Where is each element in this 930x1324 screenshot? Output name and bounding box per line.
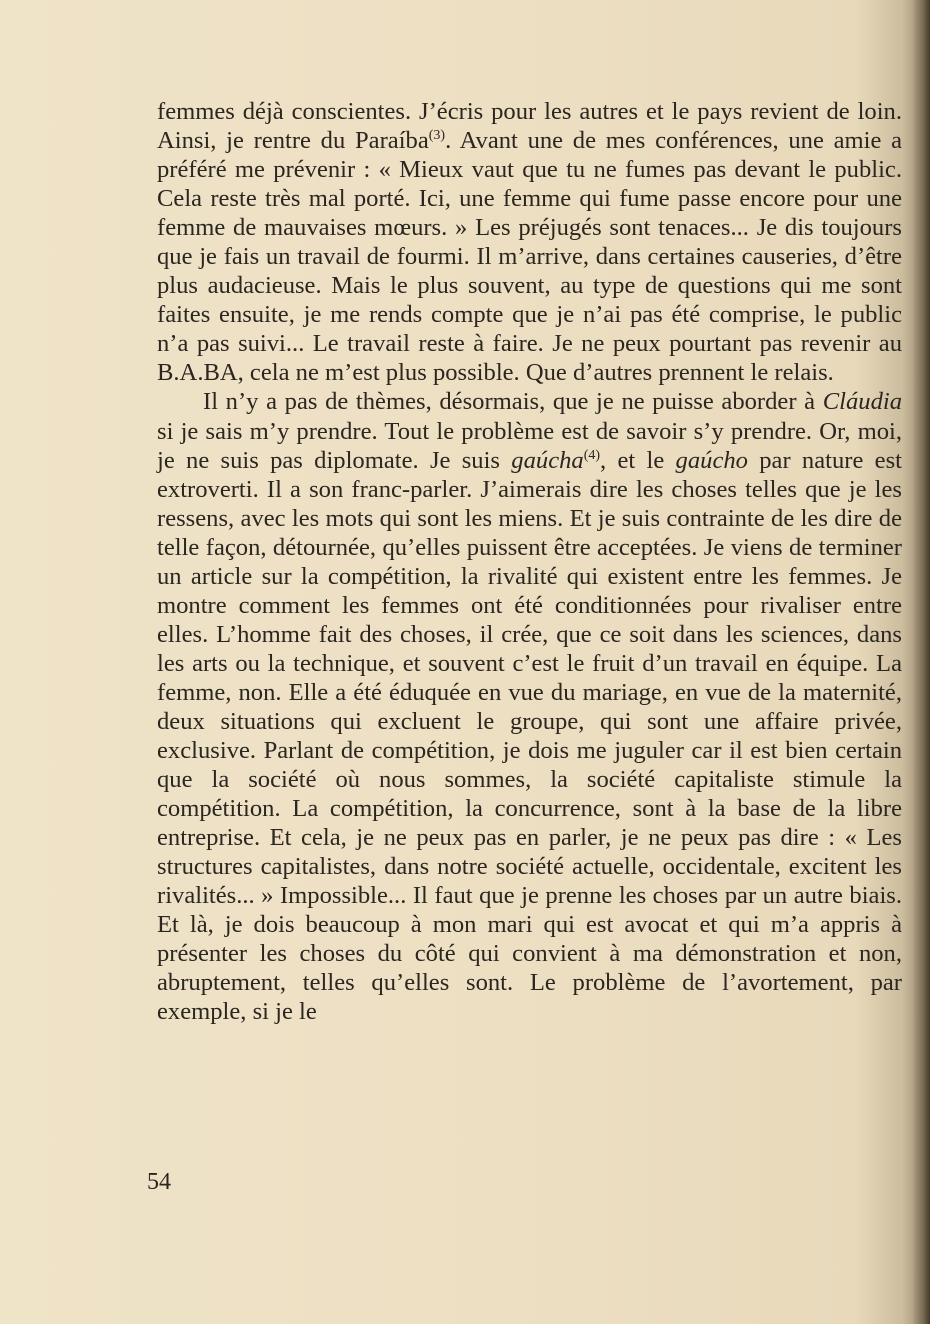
paragraph-text: , et le [600, 446, 676, 474]
paragraph-text: Il n’y a pas de thèmes, désormais, que je ne puisse aborder à [203, 388, 823, 416]
paragraph-text: par nature est extroverti. Il a son franc-parler. J’aimerais dire les choses telles que je les ressens, avec les mots qui sont les miens. Et je suis contrainte de les dire de telle façon, détournée, qu’elles puissent être acceptées. Je viens de terminer un article sur la compétition, la rivalité qui existent entre les femmes. Je montre comment les femmes ont été conditionnées pour rivaliser entre elles. L’homme fait des choses, il crée, que ce soit dans les sciences, dans les arts ou la technique, et souvent c’est le fruit d’un travail en équipe. La femme, non. Elle a été éduquée en vue du mariage, en vue de la maternité, deux situations qui excluent le groupe, qui sont une affaire privée, exclusive. Parlant de compétition, je dois me juguler car il est bien certain que la société où nous sommes, la société capitaliste stimule la compétition. La compétition, la concurrence, sont à la base de la libre entreprise. Et cela, je ne peux pas en parler, je ne peux pas dire : « Les structures capitalistes, dans notre société actuelle, occidentale, excitent les rivalités... » Impossible... Il faut que je prenne les choses par un autre biais. Et là, je dois beaucoup à mon mari qui est avocat et qui m’a appris à présenter les choses du côté qui convient à ma démonstration et non, abruptement, telles qu’elles sont. Le problème de l’avortement, par exemple, si je le [157, 446, 902, 1026]
page-body [157, 97, 902, 1027]
italic-term: gaúcho [675, 446, 748, 474]
paragraph-text: femmes déjà conscientes. J’écris pour les autres et le pays revient de loin. Ainsi, je rentre du Paraíba [157, 98, 902, 155]
italic-term: Cláudia [822, 388, 902, 416]
italic-term: gaúcha [511, 446, 584, 474]
paragraph-text: si je sais m’y prendre. Tout le problème est de savoir s’y prendre. Or, moi, je ne suis pas diplomate. Je suis [157, 417, 902, 474]
paragraph [157, 387, 902, 1026]
paragraph [157, 97, 902, 387]
footnote-marker: (3) [428, 128, 446, 144]
page-number: 54 [147, 1169, 171, 1195]
paragraph-text: . Avant une de mes conférences, une amie a préféré me prévenir : « Mieux vaut que tu ne fumes pas devant le public. Cela reste très mal porté. Ici, une femme qui fume passe encore pour une femme de mauvaises mœurs. » Les préjugés sont tenaces... Je dis toujours que je fais un travail de fourmi. Il m’arrive, dans certaines causeries, d’être plus audacieuse. Mais le plus souvent, au type de questions qui me sont faites ensuite, je me rends compte que je n’ai pas été comprise, le public n’a pas suivi... Le travail reste à faire. Je ne peux pourtant pas revenir au B.A.BA, cela ne m’est plus possible. Que d’autres prennent le relais. [157, 127, 903, 387]
footnote-marker: (4) [583, 447, 601, 463]
book-edge-shadow [912, 0, 930, 1324]
